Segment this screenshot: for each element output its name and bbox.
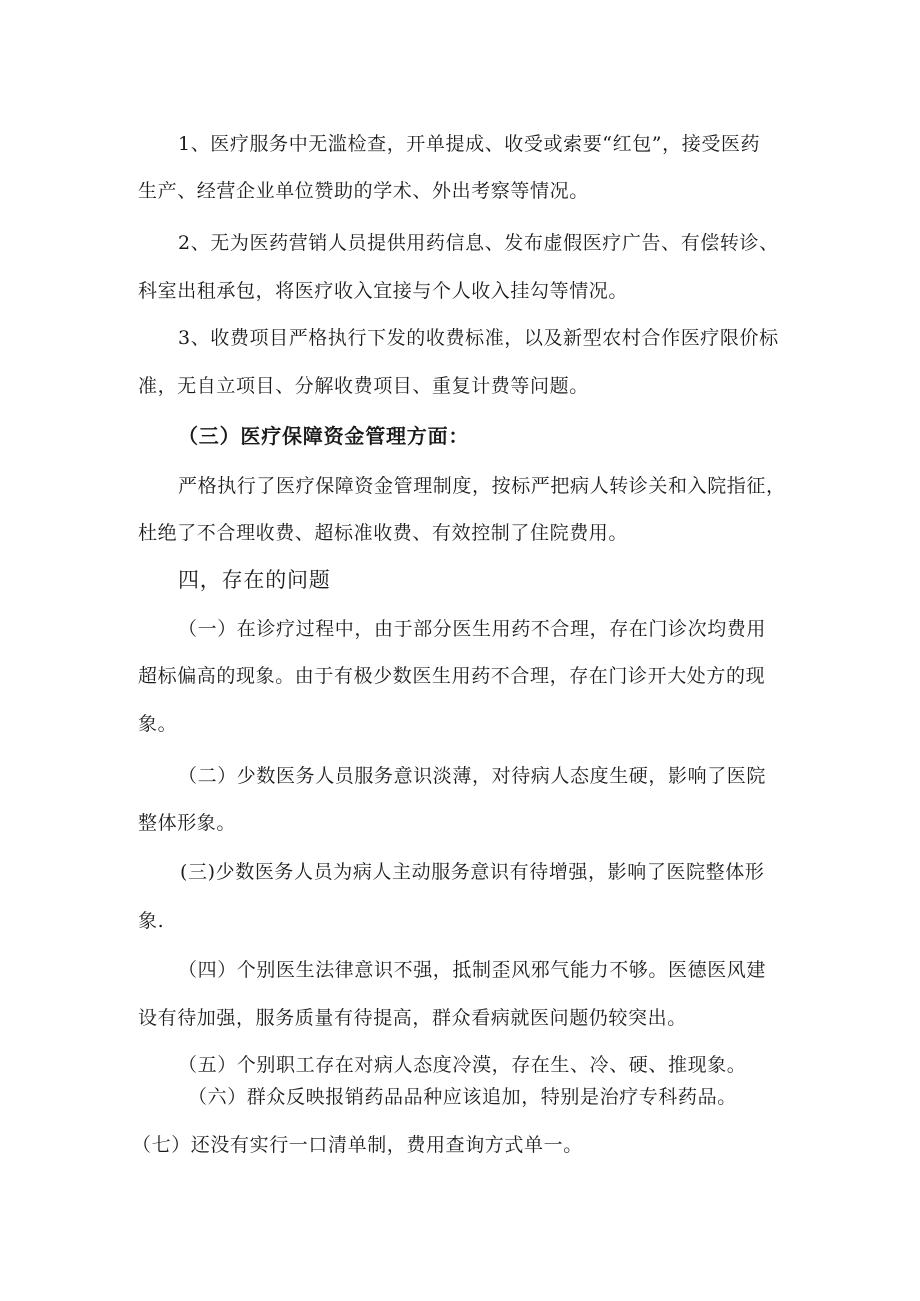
paragraph-line: 整体形象。 (138, 812, 237, 834)
paragraph-line: （四）个别医生法律意识不强，抵制歪风邪气能力不够。医德医风建 (178, 959, 767, 981)
paragraph-line: 象. (138, 910, 165, 932)
paragraph-line: 象。 (138, 713, 178, 735)
paragraph-line: 准，无自立项目、分解收费项目、重复计费等问题。 (138, 375, 589, 397)
paragraph-line: 科室出租承包，将医疗收入宜接与个人收入挂勾等情况。 (138, 280, 629, 302)
paragraph-line: （一）在诊疗过程中，由于部分医生用药不合理，存在门诊次均费用 (178, 618, 767, 640)
paragraph-line: (三)少数医务人员为病人主动服务意识有待增强，影响了医院整体形 (180, 861, 765, 883)
paragraph-line: 2、无为医药营销人员提供用药信息、发布虚假医疗广告、有偿转诊、 (178, 232, 779, 254)
paragraph-line: （七）还没有实行一口清单制，费用查询方式单一。 (132, 1134, 583, 1156)
paragraph-line: 生产、经营企业单位赞助的学术、外出考察等情况。 (138, 180, 589, 202)
paragraph-line: （二）少数医务人员服务意识淡薄，对待病人态度生硬，影响了医院 (178, 765, 767, 787)
paragraph-line: 设有待加强，服务质量有待提高，群众看病就医问题仍较突出。 (138, 1007, 687, 1029)
paragraph-line: 超标偏高的现象。由于有极少数医生用药不合理，存在门诊开大处方的现 (138, 665, 766, 687)
paragraph-line: 严格执行了医疗保障资金管理制度，按标严把病人转诊关和入院指征， (178, 475, 786, 497)
paragraph-line: 1、医疗服务中无滥检查，开单提成、收受或索要“红包”，接受医药 (178, 133, 761, 155)
paragraph-line: 杜绝了不合理收费、超标准收费、有效控制了住院费用。 (138, 522, 629, 544)
paragraph-line: （六）群众反映报销药品品种应该追加，特别是治疗专科药品。 (188, 1086, 737, 1108)
section-heading: 四，存在的问题 (178, 568, 331, 592)
section-heading: （三）医疗保障资金管理方面： (178, 424, 470, 448)
paragraph-line: （五）个别职工存在对病人态度冷漠，存在生、冷、硬、推现象。 (178, 1054, 747, 1076)
paragraph-line: 3、收费项目严格执行下发的收费标准，以及新型农村合作医疗限价标 (178, 327, 779, 349)
